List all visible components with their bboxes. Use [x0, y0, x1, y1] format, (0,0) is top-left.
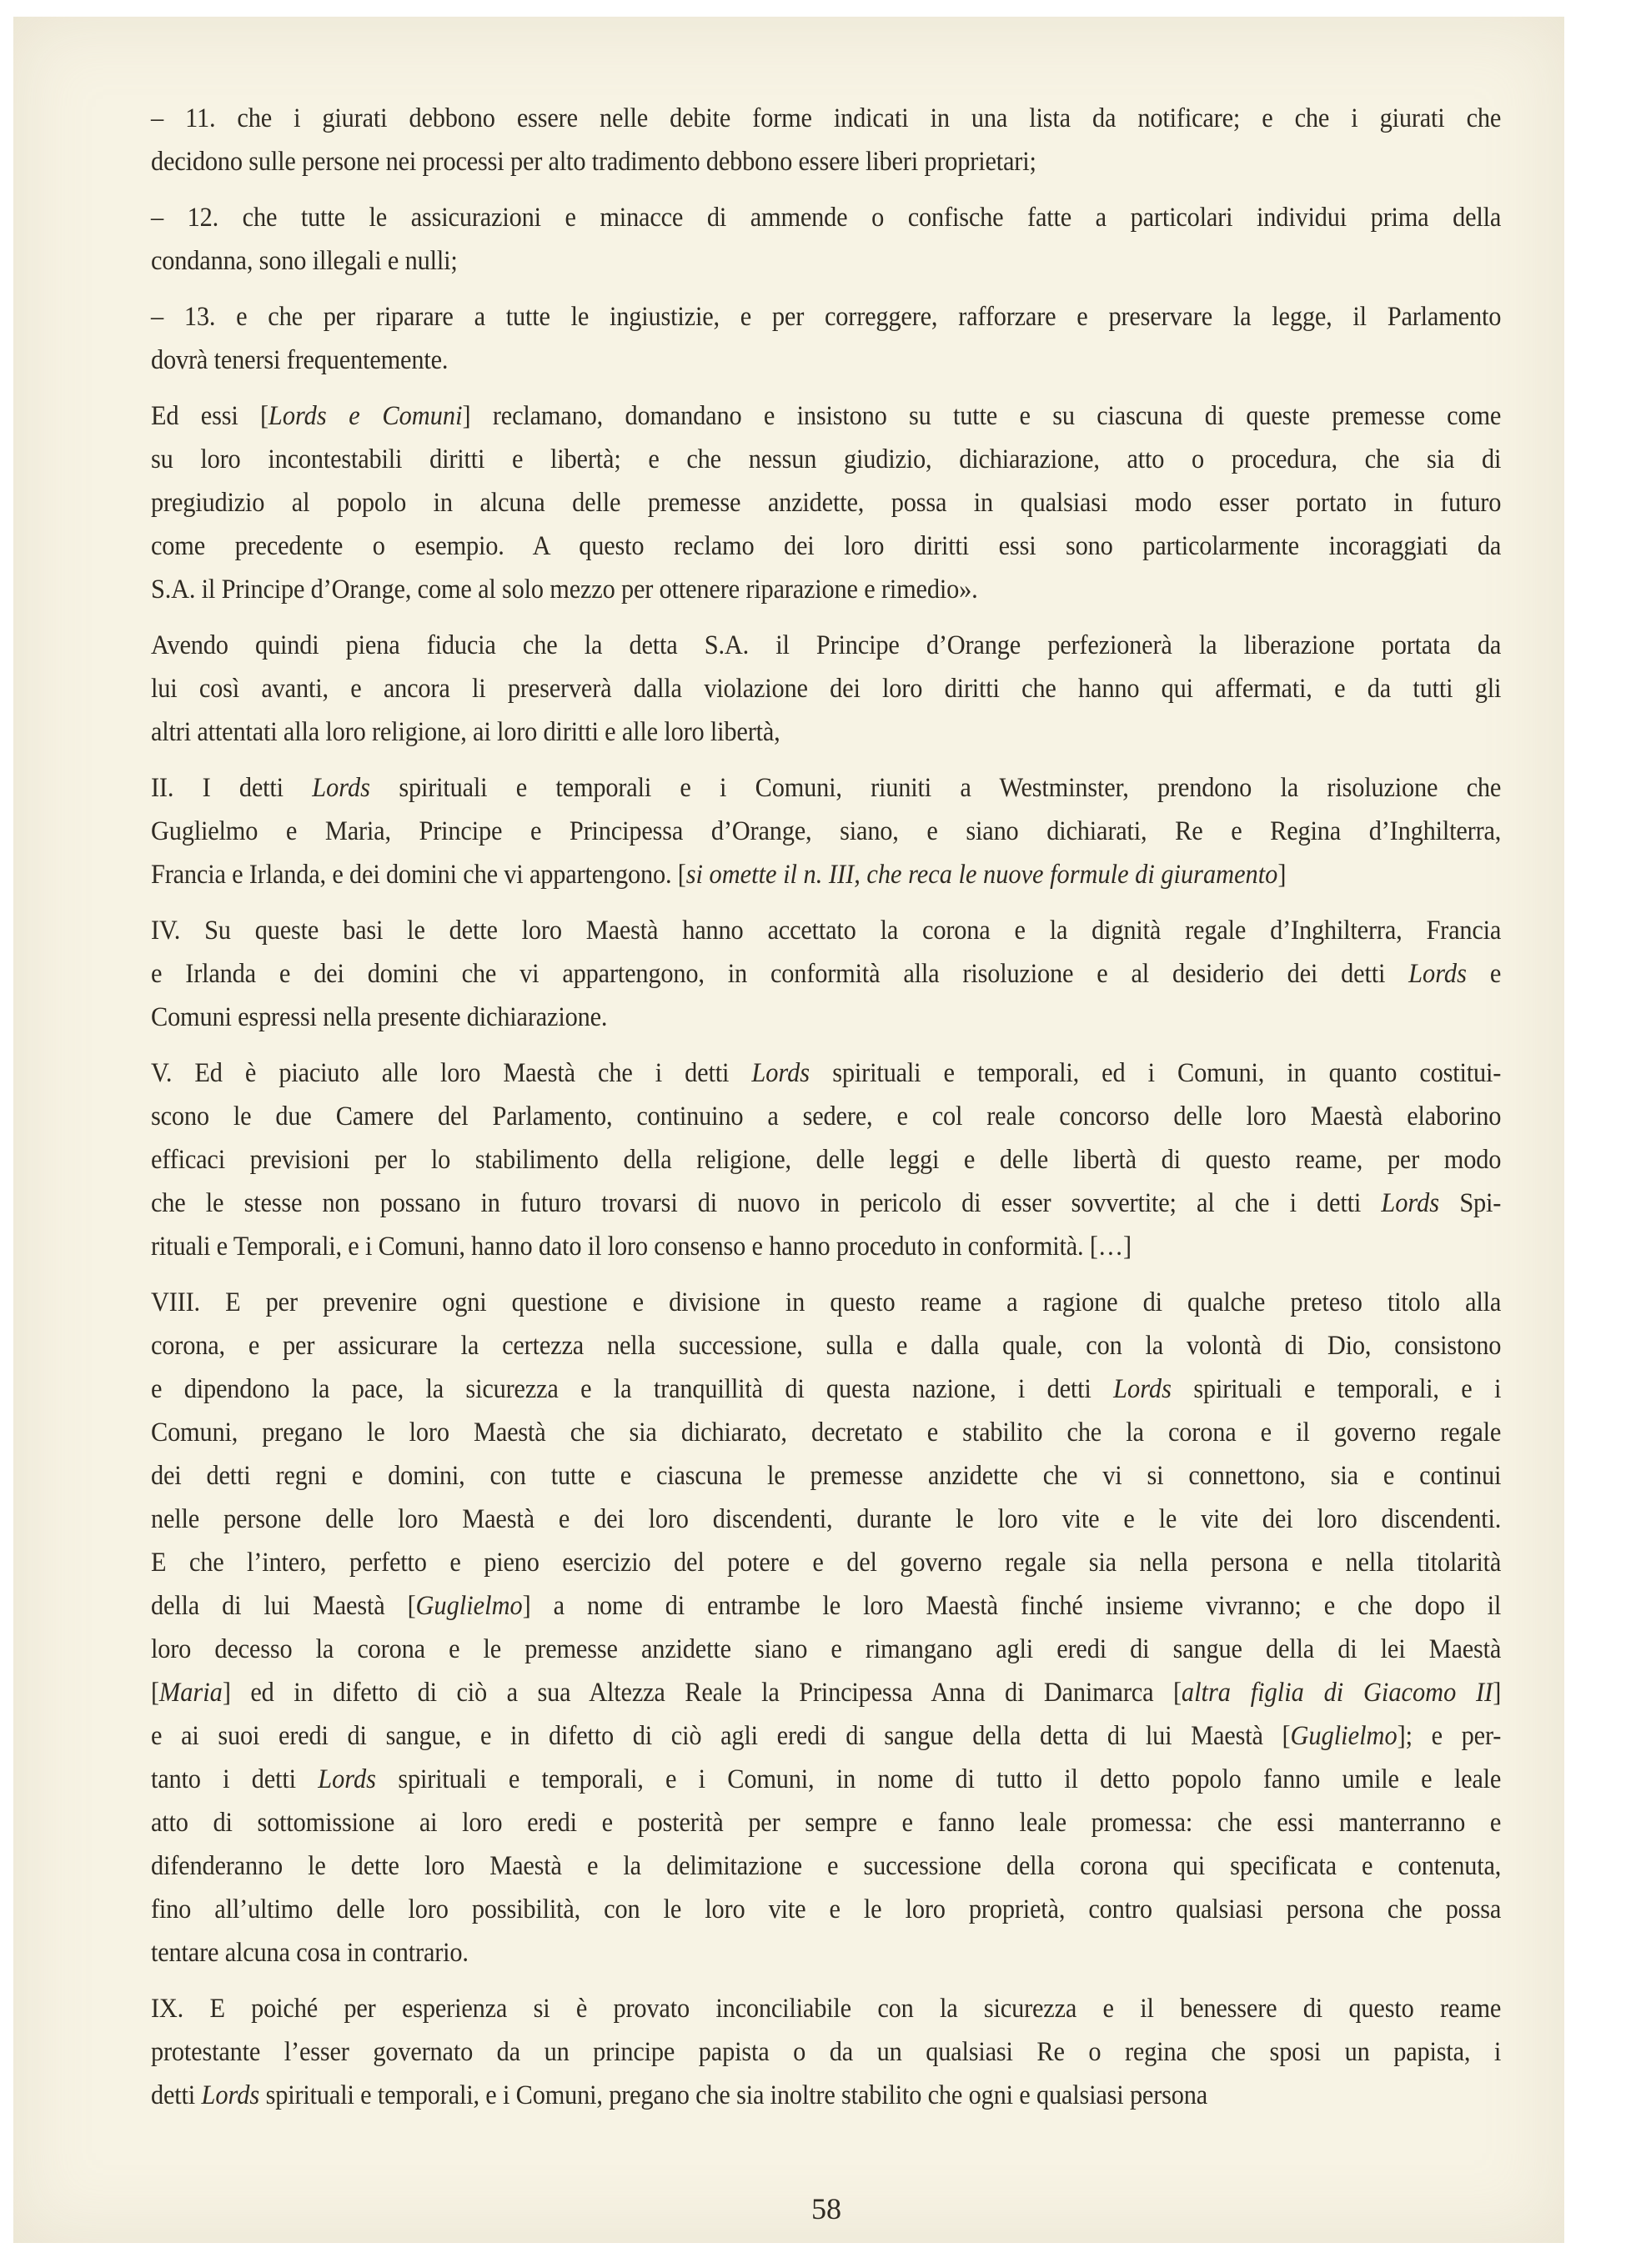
- text-line: – 13. e che per riparare a tutte le ingiustizie, e per correggere, rafforzare e preservare la legge, il Parlamento: [151, 302, 1502, 332]
- text-line: nelle persone delle loro Maestà e dei loro discendenti, durante le loro vite e le vite dei loro discendenti.: [151, 1504, 1502, 1534]
- text-line: V. Ed è piaciuto alle loro Maestà che i detti Lords spirituali e temporali, ed i Comuni, in quanto costitui-: [151, 1058, 1502, 1088]
- text-line: [Maria] ed in difetto di ciò a sua Altezza Reale la Principessa Anna di Danimarca [altra figlia di Giacomo II]: [151, 1678, 1502, 1708]
- paragraph: [151, 1051, 1501, 1268]
- text-line: Francia e Irlanda, e dei domini che vi appartengono. [si omette il n. III, che reca le nuove formule di giuramento]: [151, 860, 1287, 890]
- text-line: loro decesso la corona e le premesse anzidette siano e rimangano agli eredi di sangue della di lei Maestà: [151, 1634, 1502, 1664]
- italic-text: Lords: [201, 2080, 260, 2110]
- text-line: fino all’ultimo delle loro possibilità, con le loro vite e le loro proprietà, contro qualsiasi persona che possa: [151, 1894, 1502, 1924]
- page-number: 58: [811, 2192, 841, 2225]
- text-line: Guglielmo e Maria, Principe e Principessa d’Orange, siano, e siano dichiarati, Re e Regina d’Inghilterra,: [151, 816, 1502, 846]
- text-line: atto di sottomissione ai loro eredi e posterità per sempre e fanno leale promessa: che essi manterranno e: [151, 1808, 1502, 1838]
- book-page: [13, 17, 1564, 2243]
- italic-text: Guglielmo: [1290, 1721, 1398, 1751]
- italic-text: Lords: [1381, 1188, 1440, 1218]
- italic-text: Lords: [318, 1764, 376, 1794]
- text-line: II. I detti Lords spirituali e temporali e i Comuni, riuniti a Westminster, prendono la risoluzione che: [151, 773, 1502, 803]
- text-line: tentare alcuna cosa in contrario.: [151, 1938, 469, 1968]
- italic-text: Lords: [751, 1058, 810, 1088]
- text-line: – 11. che i giurati debbono essere nelle debite forme indicati in una lista da notificare; e che i giurati che: [151, 103, 1502, 133]
- text-line: IV. Su queste basi le dette loro Maestà hanno accettato la corona e la dignità regale d’Inghilterra, Francia: [151, 916, 1502, 946]
- text-line: decidono sulle persone nei processi per alto tradimento debbono essere liberi proprietari;: [151, 147, 1036, 177]
- italic-text: Guglielmo: [415, 1591, 523, 1621]
- paragraph: [151, 1987, 1501, 2117]
- italic-text: Lords: [1113, 1374, 1172, 1404]
- paragraph: [151, 909, 1501, 1039]
- text-line: E che l’intero, perfetto e pieno esercizio del potere e del governo regale sia nella persona e nella titolarità: [151, 1548, 1502, 1578]
- paragraph: [151, 196, 1501, 283]
- text-line: difenderanno le dette loro Maestà e la delimitazione e successione della corona qui specificata e contenuta,: [151, 1851, 1502, 1881]
- text-line: dovrà tenersi frequentemente.: [151, 345, 449, 375]
- text-line: condanna, sono illegali e nulli;: [151, 246, 458, 276]
- text-line: corona, e per assicurare la certezza nella successione, sulla e dalla quale, con la volontà di Dio, consistono: [151, 1331, 1502, 1361]
- italic-text: Lords: [312, 773, 371, 803]
- text-line: pregiudizio al popolo in alcuna delle premesse anzidette, possa in qualsiasi modo esser portato in futuro: [151, 488, 1502, 518]
- text-line: lui così avanti, e ancora li preserverà dalla violazione dei loro diritti che hanno qui affermati, e da tutti gli: [151, 674, 1502, 704]
- text-line: rituali e Temporali, e i Comuni, hanno dato il loro consenso e hanno proceduto in conformità. […]: [151, 1232, 1132, 1262]
- italic-text: Lords e Comuni: [268, 401, 463, 431]
- text-line: e ai suoi eredi di sangue, e in difetto di ciò agli eredi di sangue della detta di lui Maestà [Guglielmo]; e per-: [151, 1721, 1502, 1751]
- text-line: Comuni espressi nella presente dichiarazione.: [151, 1002, 608, 1032]
- text-line: scono le due Camere del Parlamento, continuino a sedere, e col reale concorso delle loro Maestà elaborino: [151, 1101, 1502, 1131]
- text-line: VIII. E per prevenire ogni questione e divisione in questo reame a ragione di qualche preteso titolo alla: [151, 1287, 1502, 1317]
- text-block: [151, 97, 1501, 2130]
- text-line: detti Lords spirituali e temporali, e i Comuni, pregano che sia inoltre stabilito che ogni e qualsiasi persona: [151, 2080, 1208, 2110]
- paragraph: [151, 97, 1501, 183]
- text-line: come precedente o esempio. A questo reclamo dei loro diritti essi sono particolarmente incoraggiati da: [151, 531, 1502, 561]
- italic-text: Lords: [1408, 959, 1467, 989]
- text-line: altri attentati alla loro religione, ai loro diritti e alle loro libertà,: [151, 717, 780, 747]
- text-line: protestante l’esser governato da un principe papista o da un qualsiasi Re o regina che sposi un papista, i: [151, 2037, 1502, 2067]
- text-line: e dipendono la pace, la sicurezza e la tranquillità di questa nazione, i detti Lords spirituali e temporali, e i: [151, 1374, 1502, 1404]
- text-line: – 12. che tutte le assicurazioni e minacce di ammende o confische fatte a particolari individui prima della: [151, 203, 1502, 233]
- paragraph: [151, 295, 1501, 382]
- text-line: efficaci previsioni per lo stabilimento della religione, delle leggi e delle libertà di questo reame, per modo: [151, 1145, 1502, 1175]
- text-line: della di lui Maestà [Guglielmo] a nome di entrambe le loro Maestà finché insieme vivranno; e che dopo il: [151, 1591, 1502, 1621]
- italic-text: altra figlia di Giacomo II: [1181, 1678, 1493, 1708]
- text-line: e Irlanda e dei domini che vi appartengono, in conformità alla risoluzione e al desiderio dei detti Lords e: [151, 959, 1502, 989]
- text-line: IX. E poiché per esperienza si è provato inconciliabile con la sicurezza e il benessere di questo reame: [151, 1994, 1502, 2024]
- text-line: tanto i detti Lords spirituali e temporali, e i Comuni, in nome di tutto il detto popolo fanno umile e leale: [151, 1764, 1502, 1794]
- italic-text: Maria: [158, 1678, 223, 1708]
- italic-text: si omette il n. III, che reca le nuove formule di giuramento: [685, 860, 1278, 890]
- text-line: S.A. il Principe d’Orange, come al solo mezzo per ottenere riparazione e rimedio».: [151, 575, 978, 605]
- text-line: Comuni, pregano le loro Maestà che sia dichiarato, decretato e stabilito che la corona e il governo regale: [151, 1418, 1502, 1448]
- text-line: che le stesse non possano in futuro trovarsi di nuovo in pericolo di esser sovvertite; al che i detti Lords Spi-: [151, 1188, 1502, 1218]
- paragraph: [151, 1281, 1501, 1974]
- text-line: Ed essi [Lords e Comuni] reclamano, domandano e insistono su tutte e su ciascuna di queste premesse come: [151, 401, 1502, 431]
- text-line: su loro incontestabili diritti e libertà; e che nessun giudizio, dichiarazione, atto o procedura, che sia di: [151, 444, 1502, 474]
- paragraph: [151, 624, 1501, 754]
- text-line: Avendo quindi piena fiducia che la detta S.A. il Principe d’Orange perfezionerà la liberazione portata da: [151, 630, 1502, 660]
- paragraph: [151, 394, 1501, 611]
- paragraph: [151, 766, 1501, 896]
- text-line: dei detti regni e domini, con tutte e ciascuna le premesse anzidette che vi si connettono, sia e continui: [151, 1461, 1502, 1491]
